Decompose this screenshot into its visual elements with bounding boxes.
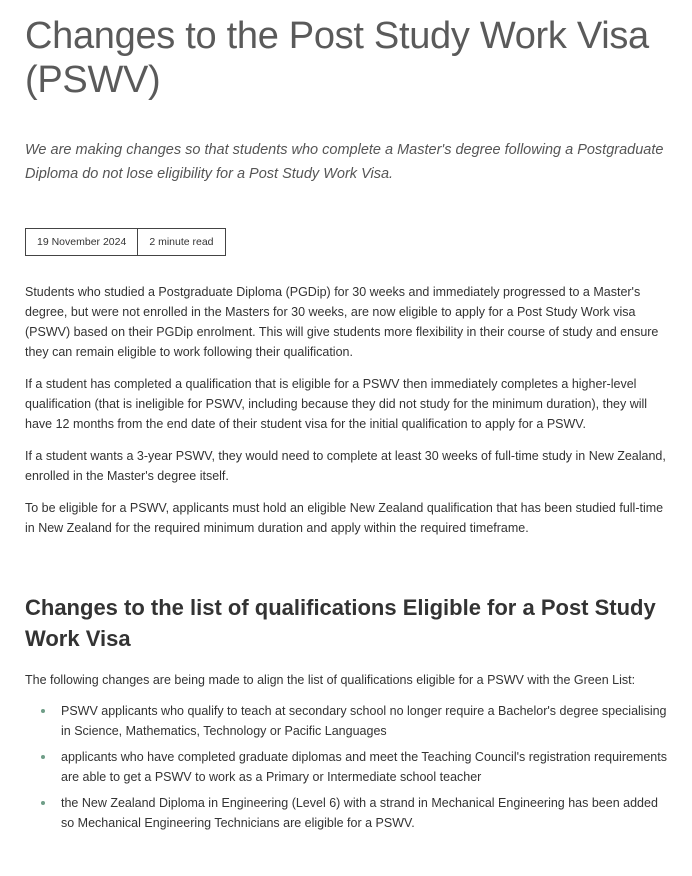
body-paragraph: Students who studied a Postgraduate Diploma (PGDip) for 30 weeks and immediately progressed to a Master's degree, but were not enrolled in the Masters for 30 weeks, are now eligible to apply for a Post Study Work visa (PSWV) based on their PGDip enrolment. This will give students more flexibility in their course of study and ensure they can remain eligible to work following their qualification. — [25, 285, 659, 359]
list-item-text: applicants who have completed graduate diplomas and meet the Teaching Council's registration requirements are able to get a PSWV to work as a Primary or Intermediate school teacher — [61, 750, 667, 784]
page-title: Changes to the Post Study Work Visa (PSWV) — [25, 15, 649, 101]
list-item-text: the New Zealand Diploma in Engineering (Level 6) with a strand in Mechanical Engineering has been added so Mechanical Engineering Technicians are eligible for a PSWV. — [61, 796, 658, 830]
bullet-icon — [41, 709, 45, 713]
body-paragraph: If a student wants a 3-year PSWV, they would need to complete at least 30 weeks of full-time study in New Zealand, enrolled in the Master's degree itself. — [25, 449, 666, 483]
read-time: 2 minute read — [137, 229, 224, 255]
section-heading: Changes to the list of qualifications Eligible for a Post Study Work Visa — [25, 595, 656, 651]
qualification-changes-list — [25, 701, 670, 833]
bullet-icon — [41, 755, 45, 759]
list-item — [61, 793, 670, 833]
body-paragraph: If a student has completed a qualification that is eligible for a PSWV then immediately completes a higher-level qualification (that is ineligible for PSWV, including because they did not study for the minimum duration), they will have 12 months from the end date of their student visa for the initial qualification to apply for a PSWV. — [25, 377, 648, 431]
list-item — [61, 747, 670, 787]
bullet-icon — [41, 801, 45, 805]
lead-paragraph: We are making changes so that students who complete a Master's degree following a Postgraduate Diploma do not lose eligibility for a Post Study Work Visa. — [25, 142, 664, 182]
article-meta — [25, 228, 226, 256]
article — [25, 0, 670, 839]
publish-date: 19 November 2024 — [37, 236, 127, 248]
body-paragraph: To be eligible for a PSWV, applicants must hold an eligible New Zealand qualification that has been studied full-time in New Zealand for the required minimum duration and apply within the required timeframe. — [25, 501, 664, 535]
section-intro: The following changes are being made to align the list of qualifications eligible for a PSWV with the Green List: — [25, 673, 636, 687]
list-item-text: PSWV applicants who qualify to teach at secondary school no longer require a Bachelor's degree specialising in Science, Mathematics, Technology or Pacific Languages — [61, 704, 667, 738]
list-item — [61, 701, 670, 741]
